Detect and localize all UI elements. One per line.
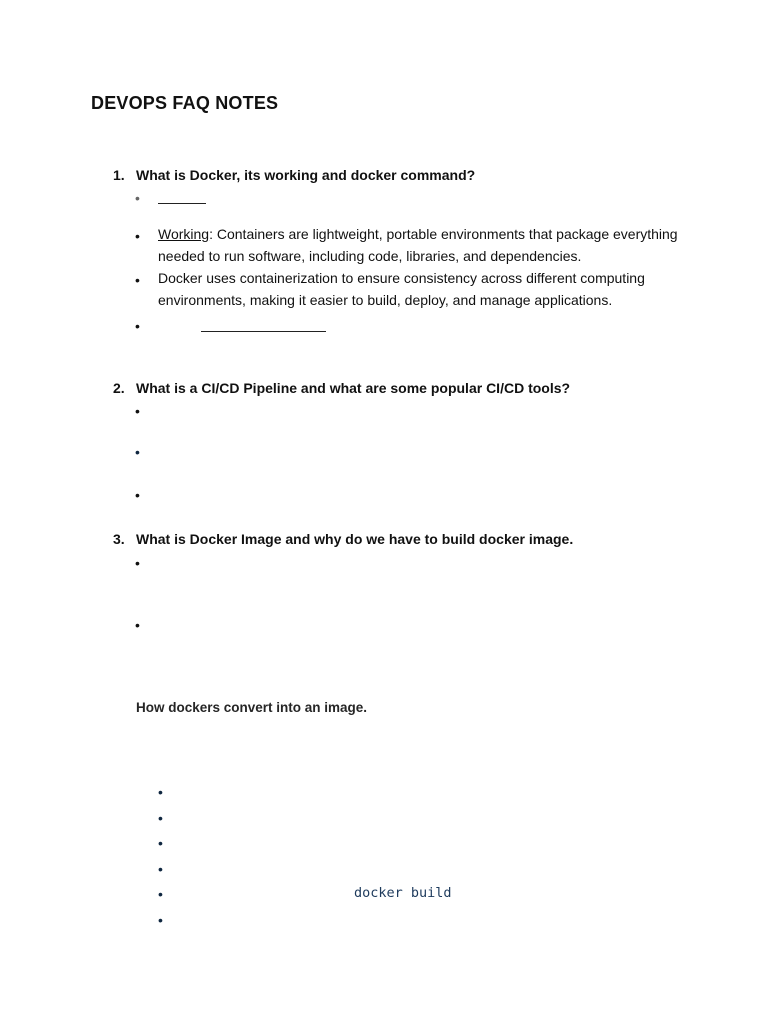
working-text: : Containers are lightweight, portable environments that package everything needed to run software, including code, libraries, and dependencies.	[158, 226, 678, 264]
bullet: •	[135, 487, 140, 503]
blank-line	[158, 203, 206, 204]
bullet: •	[158, 912, 163, 928]
bullet: •	[158, 810, 163, 826]
question-3-text: What is Docker Image and why do we have to build docker image.	[136, 531, 574, 547]
docker-build-command: docker build	[354, 885, 452, 901]
bullet: •	[158, 861, 163, 877]
working-label: Working	[158, 226, 210, 242]
q1-point-2: Docker uses containerization to ensure consistency across different computing environments, making it easier to build, deploy, and manage applications.	[158, 270, 645, 308]
bullet: •	[135, 617, 140, 633]
bullet: •	[158, 784, 163, 800]
bullet: •	[135, 228, 140, 244]
question-1-number: 1.	[113, 167, 125, 183]
bullet: •	[135, 444, 140, 460]
bullet: •	[135, 318, 140, 334]
document-title: DEVOPS FAQ NOTES	[91, 93, 279, 113]
blank-line	[201, 331, 326, 332]
bullet: •	[135, 403, 140, 419]
bullet: •	[135, 272, 140, 288]
question-1-text: What is Docker, its working and docker command?	[136, 167, 476, 183]
bullet: •	[158, 835, 163, 851]
question-2-number: 2.	[113, 380, 125, 396]
question-2-text: What is a CI/CD Pipeline and what are some popular CI/CD tools?	[136, 380, 571, 396]
bullet: •	[158, 886, 163, 902]
q1-working-paragraph	[158, 224, 683, 267]
bullet: •	[135, 190, 140, 206]
bullet: •	[135, 555, 140, 571]
q3-subheading: How dockers convert into an image.	[136, 700, 368, 715]
question-3-number: 3.	[113, 531, 125, 547]
